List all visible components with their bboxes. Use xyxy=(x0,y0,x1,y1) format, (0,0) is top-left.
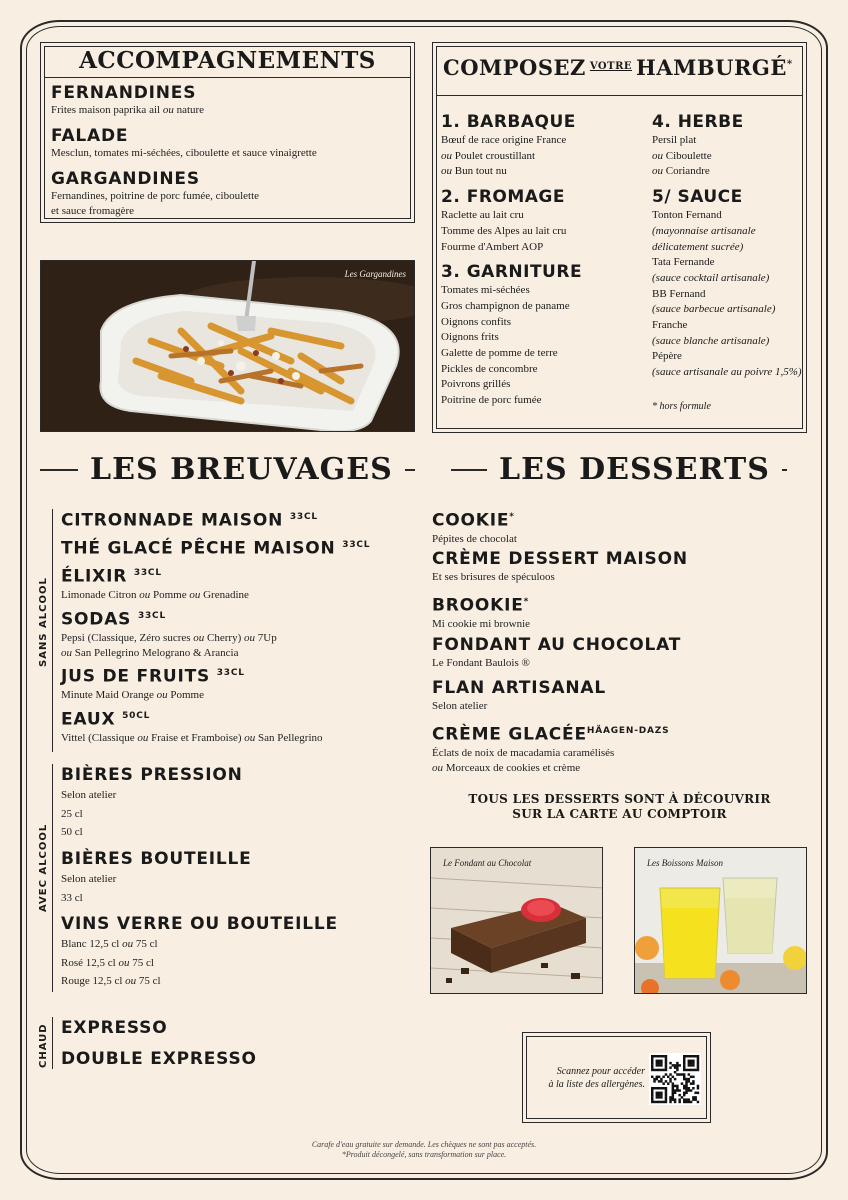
burger-col-1 xyxy=(441,111,582,415)
burger-option: Tomates mi-séchées xyxy=(441,284,530,297)
photo-caption: Le Fondant au Chocolat xyxy=(443,858,532,868)
dessert-item xyxy=(432,548,688,585)
fondant-illustration xyxy=(431,848,603,994)
photo-fondant xyxy=(430,847,603,994)
dessert-name: CRÈME DESSERT MAISON xyxy=(432,549,688,569)
burger-option: (mayonnaise artisanale xyxy=(652,224,756,237)
footer-line-1: Carafe d'eau gratuite sur demande. Les chèques ne sont pas acceptés. xyxy=(311,1140,537,1149)
burger-title: COMPOSEZ $^{VOTRE}$ HAMBURGÉ* xyxy=(443,55,793,80)
photo-gargandines xyxy=(40,260,415,432)
dessert-desc: ou Morceaux de cookies et crème xyxy=(432,761,581,774)
burger-option: (sauce barbecue artisanale) xyxy=(652,303,776,316)
drink-item xyxy=(61,506,318,532)
chaud-label: CHAUD xyxy=(38,1023,49,1068)
dessert-item xyxy=(432,720,669,776)
drink-item xyxy=(61,913,338,991)
drink-item xyxy=(61,605,277,661)
burger-section-heading: 5/ SAUCE xyxy=(652,187,743,208)
burger-option: Pépère xyxy=(652,350,682,363)
burger-section xyxy=(441,111,582,180)
burger-option: ou Poulet croustillant xyxy=(441,149,536,162)
acc-item-desc: Fernandines, poitrine de porc fumée, ciboulette xyxy=(51,190,260,202)
drink-desc: 25 cl xyxy=(61,807,83,820)
desserts-heading: LES DESSERTS xyxy=(451,452,787,487)
burger-option: Persil plat xyxy=(652,134,697,146)
drink-desc: Rosé 12,5 cl ou 75 cl xyxy=(61,956,154,969)
avec-alcool-label: AVEC ALCOOL xyxy=(38,823,49,912)
drink-desc: Minute Maid Orange ou Pomme xyxy=(61,688,204,701)
burger-option: (sauce cocktail artisanale) xyxy=(652,271,770,284)
accompagnements-box xyxy=(40,42,415,223)
dessert-item xyxy=(432,634,681,671)
burger-section-heading: 2. FROMAGE xyxy=(441,187,565,208)
burger-option: ou Bun tout nu xyxy=(441,165,507,178)
burger-option: ou Coriandre xyxy=(652,165,710,178)
chaud-item-expresso: EXPRESSO xyxy=(61,1018,168,1038)
drink-desc: Rouge 12,5 cl ou 75 cl xyxy=(61,975,161,987)
burger-section xyxy=(652,111,802,180)
burger-option: Raclette au lait cru xyxy=(441,209,524,222)
drink-desc: Limonade Citron ou Pomme ou Grenadine xyxy=(61,588,249,601)
dessert-desc: Selon atelier xyxy=(432,700,488,712)
drink-desc: Blanc 12,5 cl ou 75 cl xyxy=(61,938,158,950)
drink-name: BIÈRES PRESSION xyxy=(61,765,243,785)
burger-option: ou Ciboulette xyxy=(652,149,712,162)
drink-item xyxy=(61,534,370,560)
footer xyxy=(0,1140,848,1160)
dessert-name: CRÈME $GLACÉE^{HÄAGEN-DAZS}$ xyxy=(432,724,670,745)
dessert-item xyxy=(432,677,606,714)
drink-item xyxy=(61,848,252,907)
burger-option: Oignons frits xyxy=(441,331,499,344)
burger-option: Franche xyxy=(652,319,688,332)
acc-item-desc: et sauce fromagère xyxy=(51,205,135,217)
drink-desc: Selon atelier xyxy=(61,873,117,885)
burger-option: Galette de pomme de terre xyxy=(441,347,558,360)
drink-name: VINS VERRE OU BOUTEILLE xyxy=(61,914,338,934)
drink-desc: Pepsi (Classique, Zéro sucres ou Cherry) ou 7Up xyxy=(61,631,277,644)
burger-option: Fourme d'Ambert AOP xyxy=(441,240,544,253)
burger-box xyxy=(432,42,807,433)
dessert-desc: Pépites de chocolat xyxy=(432,532,517,545)
photo-boissons xyxy=(634,847,807,994)
acc-item-falade xyxy=(51,126,317,161)
burger-col-2 xyxy=(652,111,802,387)
burger-option: (sauce blanche artisanale) xyxy=(652,334,770,347)
burger-option: BB Fernand xyxy=(652,287,706,300)
dessert-name: FONDANT AU CHOCOLAT xyxy=(432,635,682,655)
burger-option: Poivrons grillés xyxy=(441,378,511,391)
burger-section-heading: 1. BARBAQUE xyxy=(441,112,576,132)
drink-desc: 33 cl xyxy=(61,891,83,904)
qr-code-icon[interactable] xyxy=(649,1053,701,1105)
acc-item-name: GARGANDINES xyxy=(51,169,200,189)
acc-item-name: FALADE xyxy=(51,126,129,146)
drink-name: SODAS $^{33CL}$ xyxy=(61,609,167,630)
drink-name: JUS DE FRUITS $^{33CL}$ xyxy=(61,666,245,687)
drink-name: THÉ GLACÉ PÊCHE MAISON $^{33CL}$ xyxy=(61,538,371,559)
accompagnements-title: ACCOMPAGNEMENTS xyxy=(79,47,376,74)
burger-option: Tomme des Alpes au lait cru xyxy=(441,224,567,237)
dessert-name: BROOKIE* xyxy=(432,595,530,616)
dessert-desc: Le Fondant Baulois ® xyxy=(432,657,530,669)
drink-name: CITRONNADE MAISON $^{33CL}$ xyxy=(61,510,318,531)
dessert-desc: Éclats de noix de macadamia caramélisés xyxy=(432,746,615,759)
drink-name: EAUX $^{50CL}$ xyxy=(61,709,151,730)
burger-option: Pickles de concombre xyxy=(441,362,538,375)
burger-section xyxy=(652,186,802,381)
photo-caption: Les Gargandines xyxy=(344,269,406,279)
burger-option: Bœuf de race origine France xyxy=(441,134,567,146)
drink-desc: Vittel (Classique ou Fraise et Framboise) ou San Pellegrino xyxy=(61,731,323,744)
photo-caption: Les Boissons Maison xyxy=(647,858,724,868)
drink-desc: 50 cl xyxy=(61,826,83,838)
breuvages-heading: LES BREUVAGES xyxy=(40,452,415,487)
burger-section-heading: 4. HERBE xyxy=(652,112,744,132)
dessert-item xyxy=(432,591,530,632)
acc-item-name: FERNANDINES xyxy=(51,83,197,103)
dessert-name: COOKIE* xyxy=(432,510,515,531)
footer-line-2: *Produit décongelé, sans transformation sur place. xyxy=(341,1150,507,1159)
burger-section xyxy=(441,186,582,255)
burger-option: délicatement sucrée) xyxy=(652,240,744,253)
chaud-item-double-expresso: DOUBLE EXPRESSO xyxy=(61,1049,257,1069)
allergens-text: Scannez pour accéder à la liste des allergènes. xyxy=(548,1066,645,1090)
hors-formule-note: * hors formule xyxy=(652,401,711,412)
dessert-item xyxy=(432,506,517,547)
drink-desc: ou San Pellegrino Melograno & Arancia xyxy=(61,646,239,659)
sans-alcool-label: SANS ALCOOL xyxy=(38,577,49,667)
drink-item xyxy=(61,705,323,746)
drinks-illustration xyxy=(635,848,807,994)
burger-option: Oignons confits xyxy=(441,315,511,328)
burger-section-heading: 3. GARNITURE xyxy=(441,262,583,283)
drink-name: ÉLIXIR $^{33CL}$ xyxy=(61,566,162,587)
burger-option: Poitrine de porc fumée xyxy=(441,394,542,407)
acc-item-fernandines xyxy=(51,83,204,118)
allergens-box xyxy=(522,1032,711,1123)
drink-desc: Selon atelier xyxy=(61,789,117,801)
fries-illustration xyxy=(41,261,415,432)
acc-item-gargandines xyxy=(51,169,259,219)
acc-item-desc: Frites maison paprika ail ou nature xyxy=(51,104,205,116)
drink-item xyxy=(61,764,243,842)
burger-option: Tata Fernande xyxy=(652,256,715,269)
drink-item xyxy=(61,562,249,603)
desserts-note: TOUS LES DESSERTS SONT À DÉCOUVRIR SUR LA CARTE AU COMPTOIR xyxy=(468,792,771,821)
dessert-name: FLAN ARTISANAL xyxy=(432,678,606,698)
drink-item xyxy=(61,662,245,703)
acc-item-desc: Mesclun, tomates mi-séchées, ciboulette et sauce vinaigrette xyxy=(51,147,317,159)
drink-name: BIÈRES BOUTEILLE xyxy=(61,849,252,869)
burger-section xyxy=(441,261,582,409)
dessert-desc: Et ses brisures de spéculoos xyxy=(432,571,555,583)
burger-option: Tonton Fernand xyxy=(652,209,722,222)
burger-option: Gros champignon de paname xyxy=(441,299,570,312)
burger-option: (sauce artisanale au poivre 1,5%) xyxy=(652,366,802,379)
dessert-desc: Mi cookie mi brownie xyxy=(432,617,531,630)
